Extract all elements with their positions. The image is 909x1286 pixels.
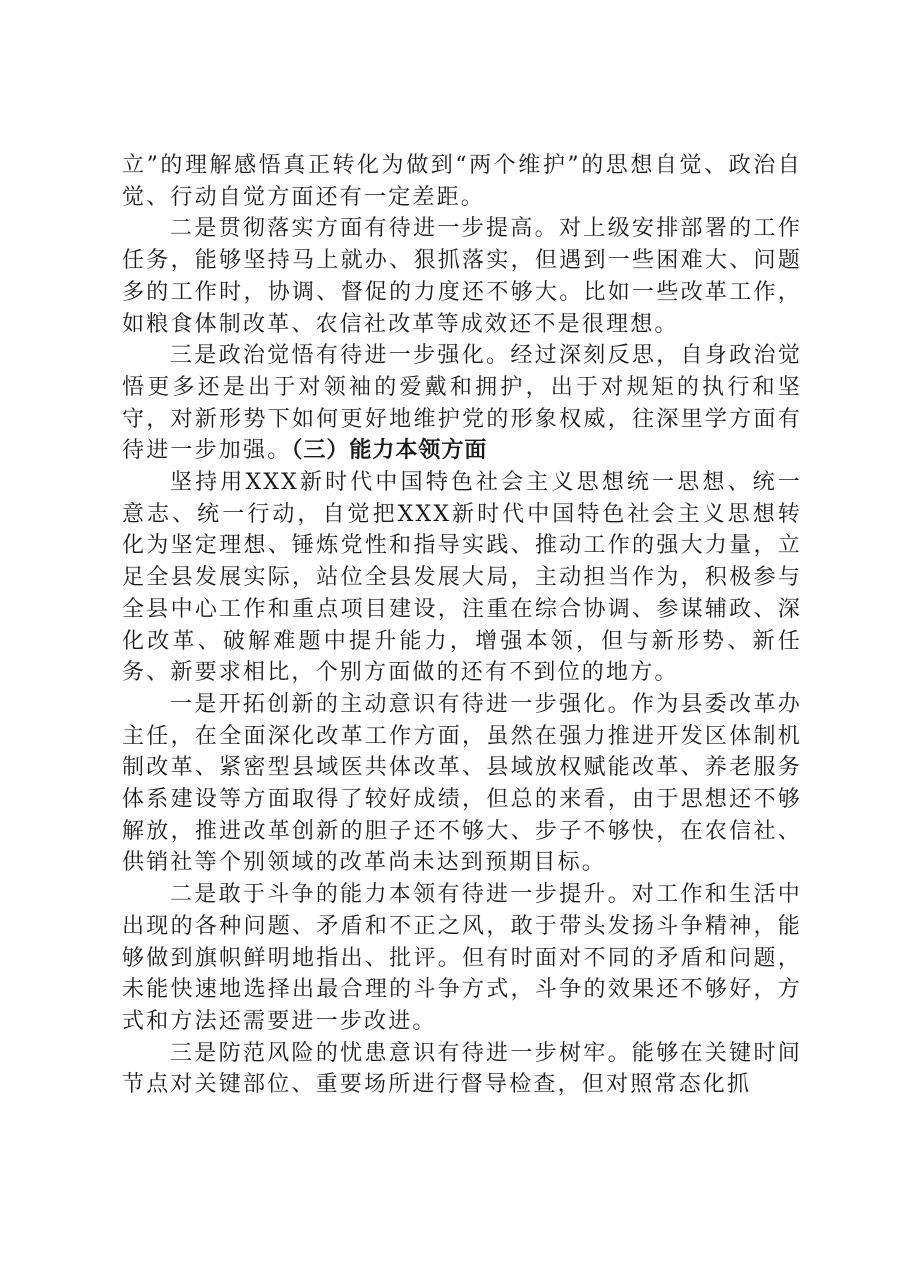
paragraph-5-text: 一是开拓创新的主动意识有待进一步强化。作为县委改革办主任，在全面深化改革工作方面，虽然在强力推进开发区体制机制改革、紧密型县域医共体改革、县域放权赋能改革、养老服务体系建设等方面取得了较好成绩，但总的来看，由于思想还不够解放，推进改革创新的胆子还不够大、步子不够快，在农信社、供销社等个别领域的改革尚未达到预期目标。 [122, 691, 802, 876]
paragraph-3-text: 三是政治觉悟有待进一步强化。经过深刻反思，自身政治觉悟更多还是出于对领袖的爱戴和拥护，出于对规矩的执行和坚守，对新形势下如何更好地维护党的形象权威，往深里学方面有待进一步加强。 [122, 343, 802, 464]
paragraph-4-text: 坚持用XXX新时代中国特色社会主义思想统一思想、统一意志、统一行动，自觉把XXX新时代中国特色社会主义思想转化为坚定理想、锤炼党性和指导实践、推动工作的强大力量，立足全县发展实际，站位全县发展大局，主动担当作为，积极参与全县中心工作和重点项目建设，注重在综合协调、参谋辅政、深化改革、破解难题中提升能力，增强本领，但与新形势、新任务、新要求相比，个别方面做的还有不到位的地方。 [122, 470, 802, 686]
paragraph-5 [122, 689, 802, 879]
paragraph-7 [122, 1038, 802, 1101]
paragraph-2-text: 二是贯彻落实方面有待进一步提高。对上级安排部署的工作任务，能够坚持马上就办、狠抓落实，但遇到一些困难大、问题多的工作时，协调、督促的力度还不够大。比如一些改革工作，如粮食体制改革、农信社改革等成效还不是很理想。 [122, 216, 802, 337]
paragraph-1 [122, 150, 802, 213]
paragraph-7-text: 三是防范风险的忧患意识有待进一步树牢。能够在关键时间节点对关键部位、重要场所进行督导检查，但对照常态化抓 [122, 1040, 802, 1098]
paragraph-6 [122, 879, 802, 1038]
paragraph-1-text: 立”的理解感悟真正转化为做到“两个维护”的思想自觉、政治自觉、行动自觉方面还有一定差距。 [122, 153, 802, 210]
paragraph-6-text: 二是敢于斗争的能力本领有待进一步提升。对工作和生活中出现的各种问题、矛盾和不正之风，敢于带头发扬斗争精神，能够做到旗帜鲜明地指出、批评。但有时面对不同的矛盾和问题，未能快速地选择出最合理的斗争方式，斗争的效果还不够好，方式和方法还需要进一步改进。 [122, 882, 802, 1034]
paragraph-3 [122, 340, 802, 467]
document-body [122, 150, 802, 1101]
section-heading-ability: （三）能力本领方面 [291, 437, 488, 464]
paragraph-4 [122, 467, 802, 689]
paragraph-2 [122, 213, 802, 340]
